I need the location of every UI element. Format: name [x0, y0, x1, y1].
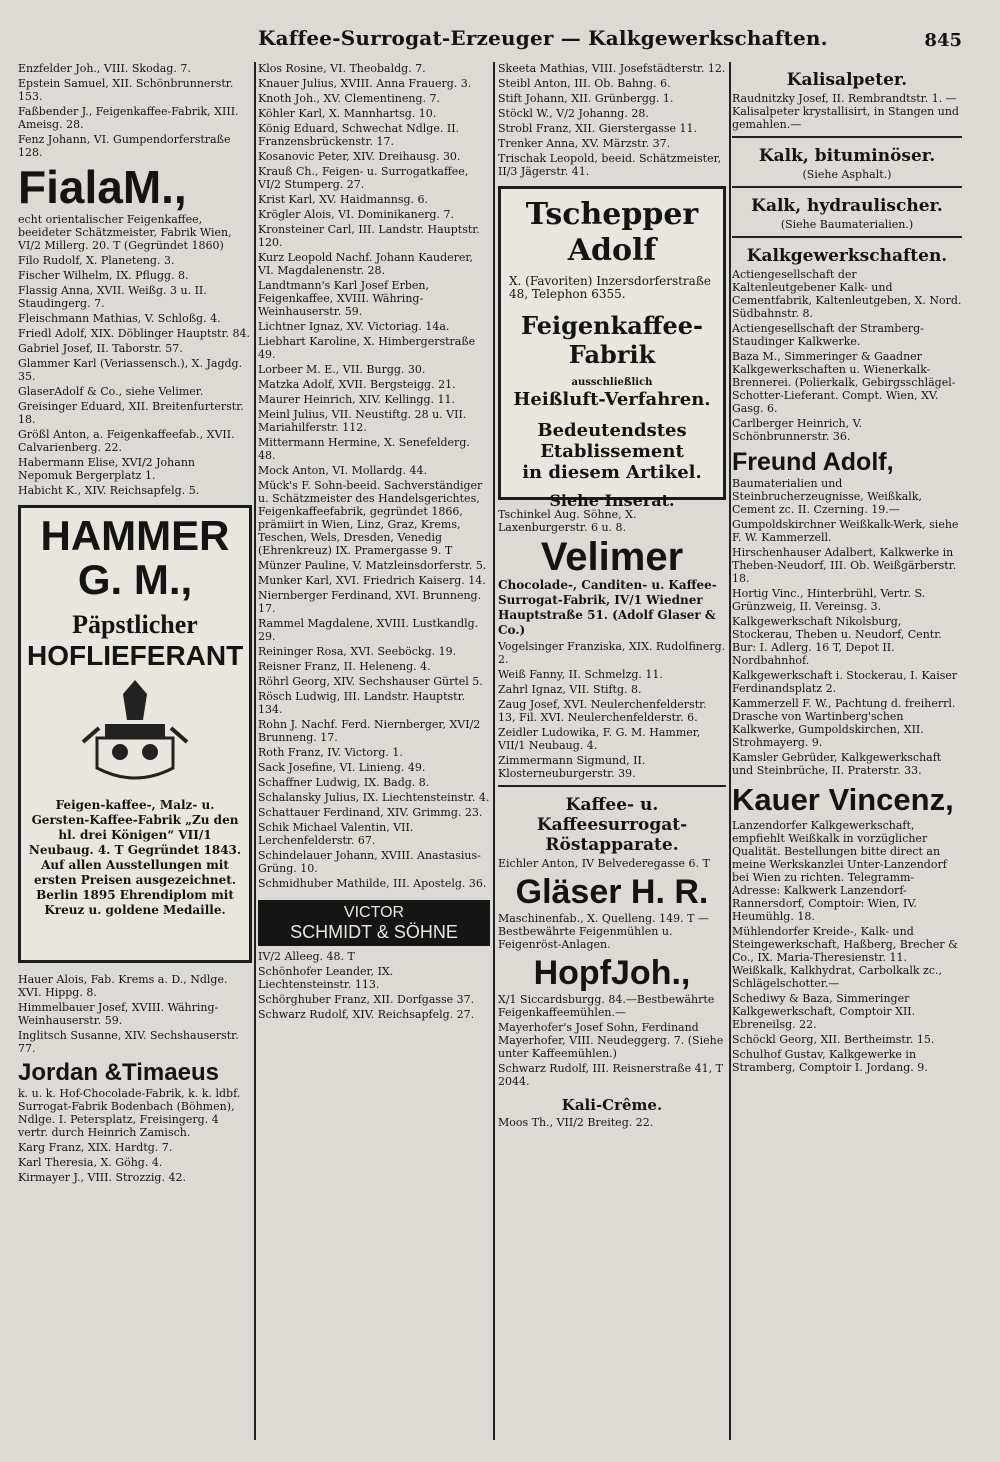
list-item: Gumpoldskirchner Weißkalk-Werk, siehe F. W. Kammerzell. [732, 518, 959, 544]
glaser-text: Maschinenfab., X. Quelleng. 149. T —Bestbewährte Feigenmühlen u. Feigenröst-Anlagen. [498, 912, 709, 951]
list-item: Kronsteiner Carl, III. Landstr. Hauptstr. 120. [258, 223, 480, 249]
list-item: Mayerhofer's Josef Sohn, Ferdinand Mayerhofer, VIII. Neudeggerg. 7. (Siehe unter Kaffeemühlen.) [498, 1021, 724, 1060]
section-heading: Kaffee- u. Kaffeesurrogat-Röstapparate. [536, 795, 688, 855]
list-item: Rösch Ludwig, III. Landstr. Hauptstr. 134. [258, 690, 466, 716]
list-item: Filo Rudolf, X. Planeteng. 3. [18, 254, 175, 267]
kauer-text: Lanzendorfer Kalkgewerkschaft, empfiehlt Weißkalk in vorzüglicher Qualität. Bestellungen bitte direct an meine Werkskanzlei Unter-Lanzendorf bei Wien zu richten. Telegramm-Adresse: Kalkwerk Lanzendorf-Rannersdorf, Comptoir: Wien, IV. Heumühlg. 18. [732, 819, 947, 923]
list-item: Kamsler Gebrüder, Kalkgewerkschaft und Steinbrüche, II. Praterstr. 33. [732, 751, 942, 777]
fiala-name: FialaM., [18, 161, 187, 213]
hammer-body: Feigen-kaffee-, Malz- u. Gersten-Kaffee-Fabrik „Zu den hl. drei Königen“ VII/1 Neubaug. 4. T Gegründet 1843. Auf allen Ausstellungen mit ersten Preisen ausgezeichnet. Berlin 1895 Ehrendiplom mit Kreuz u. goldene Medaille. [28, 798, 242, 917]
list-item: Mück's F. Sohn-beeid. Sachverständiger u. Schätzmeister des Handelsgerichtes, Feigenkaffeefabrik, gegründet 1866, prämiirt in Wien, Linz, Graz, Krems, Teschen, Wels, Dresden, Venedig (Ehrenkreuz) IX. Pramergasse 9. T [258, 479, 483, 557]
list-item: Himmelbauer Josef, XVIII. Währing-Weinhauserstr. 59. [18, 1001, 219, 1027]
list-item: Münzer Pauline, V. Matzleinsdorferstr. 5. [258, 559, 487, 572]
list-item: Reisner Franz, II. Heleneng. 4. [258, 660, 431, 673]
list-item: König Eduard, Schwechat Ndlge. II. Franzensbrückenstr. 17. [258, 122, 460, 148]
list-item: Schik Michael Valentin, VII. Lerchenfelderstr. 67. [258, 821, 414, 847]
list-item: Karg Franz, XIX. Hardtg. 7. [18, 1141, 173, 1154]
list-item: Sack Josefine, VI. Linieng. 49. [258, 761, 426, 774]
list-item: Köhler Karl, X. Mannhartsg. 10. [258, 107, 437, 120]
list-item: Stift Johann, XII. Grünbergg. 1. [498, 92, 674, 105]
tschepper-small: ausschließlich [571, 377, 653, 388]
hopf-name: HopfJoh., [533, 954, 691, 992]
section-rule [732, 186, 962, 188]
column-3 [498, 62, 726, 1442]
list-item: Fischer Wilhelm, IX. Pflugg. 8. [18, 269, 189, 282]
list-item: Schmidhuber Mathilde, III. Apostelg. 36. [258, 877, 487, 890]
section-note: (Siehe Asphalt.) [802, 168, 892, 181]
list-item: Schwarz Rudolf, XIV. Reichsapfelg. 27. [258, 1008, 475, 1021]
list-item: Hirschenhauser Adalbert, Kalkwerke in Theben-Neudorf, III. Ob. Weißgärberstr. 18. [732, 546, 957, 585]
victor-line1: VICTOR [343, 904, 405, 921]
victor-text: IV/2 Alleeg. 48. T [258, 950, 355, 963]
list-item: Trischak Leopold, beeid. Schätzmeister, II/3 Jägerstr. 41. [498, 152, 722, 178]
victor-line2: SCHMIDT & SÖHNE [290, 922, 458, 942]
column-4 [732, 62, 962, 1442]
list-item: Carlberger Heinrich, V. Schönbrunnerstr. 36. [732, 417, 863, 443]
list-item: Greisinger Eduard, XII. Breitenfurterstr. 18. [18, 400, 244, 426]
list-item: Roth Franz, IV. Victorg. 1. [258, 746, 403, 759]
kauer-name: Kauer Vincenz, [732, 782, 954, 817]
list-item: Stöckl W., V/2 Johanng. 28. [498, 107, 649, 120]
list-item: Kurz Leopold Nachf. Johann Kauderer, VI. Magdalenenstr. 28. [258, 251, 473, 277]
list-item: Zimmermann Sigmund, II. Klosterneuburgerstr. 39. [498, 754, 646, 780]
list-item: Krögler Alois, VI. Dominikanerg. 7. [258, 208, 455, 221]
list-item: Zahrl Ignaz, VII. Stiftg. 8. [498, 683, 642, 696]
list-item: Trenker Anna, XV. Märzstr. 37. [498, 137, 671, 150]
list-item: Munker Karl, XVI. Friedrich Kaiserg. 14. [258, 574, 486, 587]
column-2 [258, 62, 490, 1442]
list-item: Fleischmann Mathias, V. Schloßg. 4. [18, 312, 221, 325]
list-item: Kirmayer J., VIII. Strozzig. 42. [18, 1171, 186, 1184]
list-item: Schörghuber Franz, XII. Dorfgasse 37. [258, 993, 475, 1006]
list-item: Enzfelder Joh., VIII. Skodag. 7. [18, 62, 191, 75]
section-heading: Kali-Crême. [561, 1096, 663, 1114]
list-item: Fenz Johann, VI. Gumpendorferstraße 128. [18, 133, 231, 159]
victor-ad [258, 900, 490, 946]
column-rule [254, 62, 256, 1440]
list-item: Schalansky Julius, IX. Liechtensteinstr. 4. [258, 791, 490, 804]
section-rule [732, 236, 962, 238]
section-heading: Kalisalpeter. [786, 70, 908, 90]
list-item: Schaffner Ludwig, IX. Badg. 8. [258, 776, 430, 789]
list-item: GlaserAdolf & Co., siehe Velimer. [18, 385, 204, 398]
section-rule [498, 785, 726, 787]
list-item: Größl Anton, a. Feigenkaffeefab., XVII. Calvarienberg. 22. [18, 428, 235, 454]
tschepper-note1: Bedeutendstes Etablissement [537, 420, 687, 462]
tschepper-address: X. (Favoriten) Inzersdorferstraße 48, Telephon 6355. [509, 274, 711, 301]
list-item: Zeidler Ludowika, F. G. M. Hammer, VII/1 Neubaug. 4. [498, 726, 701, 752]
section-heading: Kalkgewerkschaften. [746, 246, 948, 266]
page-header [0, 26, 1000, 60]
fiala-text: echt orientalischer Feigenkaffee, beeideter Schätzmeister, Fabrik Wien, VI/2 Millerg. 20. T (Gegründet 1860) [18, 213, 232, 252]
list-item: Mittermann Hermine, X. Senefelderg. 48. [258, 436, 470, 462]
list-item: Rohn J. Nachf. Ferd. Niernberger, XVI/2 Brunneng. 17. [258, 718, 481, 744]
list-item: Habicht K., XIV. Reichsapfelg. 5. [18, 484, 200, 497]
column-rule [729, 62, 731, 1440]
list-item: Kalkgewerkschaft Nikolsburg, Stockerau, Theben u. Neudorf, Centr. Bur: I. Adlerg. 16 T, Depot II. Nordbahnhof. [732, 615, 942, 667]
list-item: Rammel Magdalene, XVIII. Lustkandlg. 29. [258, 617, 479, 643]
list-item: Maurer Heinrich, XIV. Kellingg. 11. [258, 393, 455, 406]
list-item: Strobl Franz, XII. Gierstergasse 11. [498, 122, 698, 135]
freund-name: Freund Adolf, [732, 448, 894, 476]
list-item: Steibl Anton, III. Ob. Bahng. 6. [498, 77, 671, 90]
list-item: Kammerzell F. W., Pachtung d. freiherrl. Drasche von Wartinberg'schen Kalkwerke, Gumpoldskirchen, XII. Strohmayerg. 9. [732, 697, 956, 749]
glaser-name: Gläser H. R. [515, 873, 709, 911]
hopf-text: X/1 Siccardsburgg. 84.—Bestbewährte Feigenkaffeemühlen.— [498, 993, 715, 1019]
papal-crest-icon [65, 672, 205, 792]
list-item: Schindelauer Johann, XVIII. Anastasius-Grüng. 10. [258, 849, 481, 875]
hammer-line1: Päpstlicher [72, 610, 198, 639]
tschepper-name: Tschepper Adolf [525, 197, 699, 268]
list-item: Habermann Elise, XVI/2 Johann Nepomuk Bergerplatz 1. [18, 456, 195, 482]
jordan-text: k. u. k. Hof-Chocolade-Fabrik, k. k. ldbf. Surrogat-Fabrik Bodenbach (Böhmen), Ndlge. I. Petersplatz, Freisingerg. 4 vertr. durch Heinrich Zamisch. [18, 1087, 241, 1139]
page-title: Kaffee-Surrogat-Erzeuger — Kalkgewerkschaften. [258, 26, 828, 50]
jordan-name: Jordan &Timaeus [18, 1059, 219, 1086]
list-item: Actiengesellschaft der Stramberg-Staudinger Kalkwerke. [732, 322, 924, 348]
list-item: Friedl Adolf, XIX. Döblinger Hauptstr. 84. [18, 327, 250, 340]
list-item: Röhrl Georg, XIV. Sechshauser Gürtel 5. [258, 675, 483, 688]
section-heading: Kalk, hydraulischer. [751, 196, 943, 216]
section-note: (Siehe Baumaterialien.) [780, 218, 914, 231]
list-item: Liebhart Karoline, X. Himbergerstraße 49. [258, 335, 476, 361]
list-item: Krist Karl, XV. Haidmannsg. 6. [258, 193, 428, 206]
tschepper-see: Siehe Inserat. [549, 491, 675, 510]
column-1 [18, 62, 252, 1442]
list-item: Schulhof Gustav, Kalkgewerke in Stramberg, Comptoir I. Jordang. 9. [732, 1048, 928, 1074]
list-item: Moos Th., VII/2 Breiteg. 22. [498, 1116, 654, 1129]
list-item: Knauer Julius, XVIII. Anna Frauerg. 3. [258, 77, 472, 90]
list-item: Klos Rosine, VI. Theobaldg. 7. [258, 62, 426, 75]
list-item: Zaug Josef, XVI. Neulerchenfelderstr. 13, Fil. XVI. Neulerchenfelderstr. 6. [498, 698, 707, 724]
list-item: Schönhofer Leander, IX. Liechtensteinstr. 113. [258, 965, 394, 991]
freund-text: Baumaterialien und Steinbrucherzeugnisse, Weißkalk, Cement zc. II. Czerning. 19.— [732, 477, 922, 516]
list-item: Flassig Anna, XVII. Weißg. 3 u. II. Staudingerg. 7. [18, 284, 207, 310]
tschepper-ad [498, 186, 726, 510]
list-item: Mühlendorfer Kreide-, Kalk- und Steingewerkschaft, Haßberg, Brecher & Co., IX. Maria-Theresienstr. 11. Weißkalk, Kalkhydrat, Carbolkalk zc., Schlägelschotter.— [732, 925, 958, 990]
list-item: Karl Theresia, X. Göhg. 4. [18, 1156, 163, 1169]
list-item: Baza M., Simmeringer & Gaadner Kalkgewerkschaften u. Wienerkalk-Brennerei. (Polierkalk, Gebirgsschlägel-Schotter-Lieferant. Compt. Wien, XV. Gasg. 6. [732, 350, 956, 415]
list-item: Matzka Adolf, XVII. Bergsteigg. 21. [258, 378, 456, 391]
list-item: Schediwy & Baza, Simmeringer Kalkgewerkschaft, Comptoir XII. Ebreneilsg. 22. [732, 992, 916, 1031]
list-item: Epstein Samuel, XII. Schönbrunnerstr. 153. [18, 77, 234, 103]
list-item: Schöckl Georg, XII. Bertheimstr. 15. [732, 1033, 935, 1046]
velimer-name: Velimer [540, 535, 684, 579]
list-item: Hortig Vinc., Hinterbrühl, Vertr. S. Grünzweig, II. Vereinsg. 3. [732, 587, 926, 613]
hammer-ad [18, 505, 252, 963]
list-item: Lichtner Ignaz, XV. Victoriag. 14a. [258, 320, 450, 333]
list-item: Mock Anton, VI. Mollardg. 44. [258, 464, 427, 477]
list-item: Inglitsch Susanne, XIV. Sechshauserstr. 77. [18, 1029, 239, 1055]
list-item: Eichler Anton, IV Belvederegasse 6. T [498, 857, 710, 870]
list-item: Kosanovic Peter, XIV. Dreihausg. 30. [258, 150, 461, 163]
hammer-line2: HOFLIEFERANT [27, 640, 244, 671]
column-rule [493, 62, 495, 1440]
list-item: Raudnitzky Josef, II. Rembrandtstr. 1. —Kalisalpeter krystallisirt, in Stangen und gemahlen.— [732, 92, 959, 131]
list-item: Actiengesellschaft der Kaltenleutgebener Kalk- und Cementfabrik, Kaltenleutgeben, X. Nord. Südbahnstr. 8. [732, 268, 962, 320]
list-item: Reininger Rosa, XVI. Seeböckg. 19. [258, 645, 457, 658]
list-item: Niernberger Ferdinand, XVI. Brunneng. 17. [258, 589, 482, 615]
list-item: Knoth Joh., XV. Clementineng. 7. [258, 92, 440, 105]
page-number: 845 [924, 30, 962, 51]
list-item: Gabriel Josef, II. Taborstr. 57. [18, 342, 183, 355]
list-item: Lorbeer M. E., VII. Burgg. 30. [258, 363, 426, 376]
list-item: Tschinkel Aug. Söhne, X. Laxenburgerstr. 6 u. 8. [498, 508, 637, 534]
list-item: Skeeta Mathias, VIII. Josefstädterstr. 12. [498, 62, 726, 75]
list-item: Hauer Alois, Fab. Krems a. D., Ndlge. XVI. Hippg. 8. [18, 973, 228, 999]
list-item: Schwarz Rudolf, III. Reisnerstraße 41, T 2044. [498, 1062, 723, 1088]
tschepper-process: Heißluft-Verfahren. [513, 389, 711, 410]
tschepper-note2: in diesem Artikel. [522, 462, 702, 483]
velimer-text: Chocolade-, Canditen- u. Kaffee-Surrogat-Fabrik, IV/1 Wiedner Hauptstraße 51. (Adolf Glaser & Co.) [498, 578, 717, 637]
list-item: Weiß Fanny, II. Schmelzg. 11. [498, 668, 663, 681]
section-heading: Kalk, bituminöser. [758, 146, 936, 166]
list-item: Krauß Ch., Feigen- u. Surrogatkaffee, VI/2 Stumperg. 27. [258, 165, 469, 191]
list-item: Vogelsinger Franziska, XIX. Rudolfinerg. 2. [498, 640, 726, 666]
section-rule [732, 136, 962, 138]
list-item: Meinl Julius, VII. Neustiftg. 28 u. VII. Mariahilferstr. 112. [258, 408, 467, 434]
list-item: Schattauer Ferdinand, XIV. Grimmg. 23. [258, 806, 483, 819]
list-item: Landtmann's Karl Josef Erben, Feigenkaffee, XVIII. Währing-Weinhauserstr. 59. [258, 279, 429, 318]
list-item: Glammer Karl (Veriassensch.), X. Jagdg. 35. [18, 357, 243, 383]
hammer-name: HAMMER G. M., [40, 512, 230, 603]
list-item: Faßbender J., Feigenkaffee-Fabrik, XIII. Ameisg. 28. [18, 105, 239, 131]
tschepper-title: Feigenkaffee-Fabrik [521, 311, 703, 369]
list-item: Kalkgewerkschaft i. Stockerau, I. Kaiser Ferdinandsplatz 2. [732, 669, 958, 695]
